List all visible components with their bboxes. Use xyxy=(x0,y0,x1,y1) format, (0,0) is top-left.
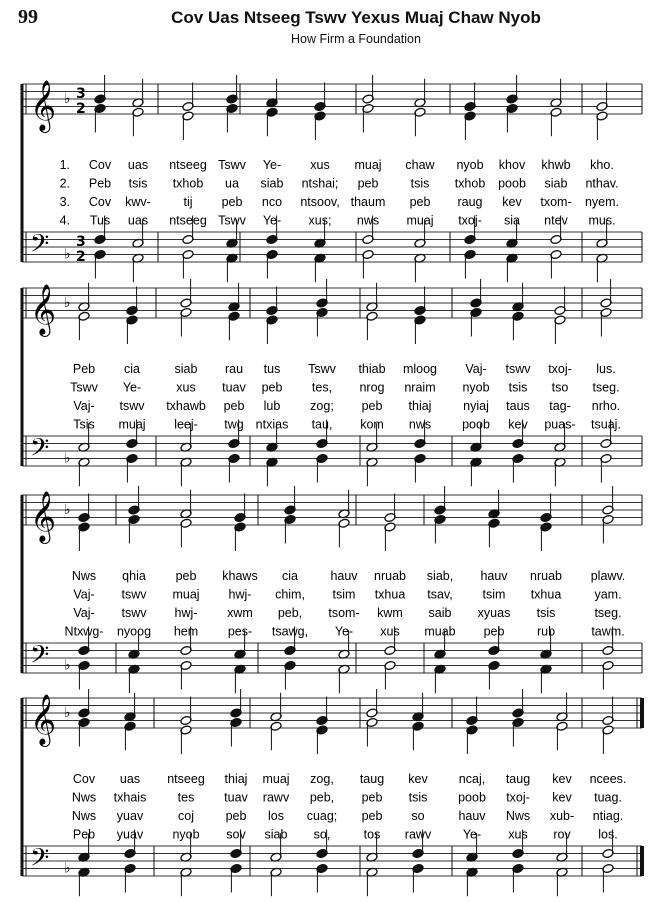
bass-clef: 𝄢 xyxy=(30,433,50,469)
lyric-syllable: plawv. xyxy=(590,569,626,583)
lyric-syllable: txoj- xyxy=(458,213,482,228)
lyric-syllable: tsis xyxy=(508,380,528,395)
lyric-syllable: tuav xyxy=(224,790,248,805)
lyric-syllable: nruab xyxy=(374,569,406,583)
lyric-syllable: rawv xyxy=(404,827,432,842)
verse-number: 3. xyxy=(59,195,70,209)
lyric-syllable: zog; xyxy=(310,399,334,413)
lyric-syllable: cia xyxy=(124,362,140,376)
treble-clef: 𝄞 xyxy=(30,694,57,745)
lyric-syllable: Ye- xyxy=(462,827,482,842)
lyric-syllable: Vaj- xyxy=(73,606,95,620)
lyric-syllable: yuav xyxy=(116,827,144,842)
lyric-syllable: rawv xyxy=(262,790,290,805)
lyric-syllable: muab xyxy=(424,624,456,639)
treble-time-signature-bottom: 2 xyxy=(76,101,86,117)
key-signature-flat: ♭ xyxy=(64,705,71,721)
lyric-syllable: tswv xyxy=(505,362,531,376)
lyric-syllable: peb xyxy=(357,176,379,191)
lyric-syllable: tes, xyxy=(311,380,333,395)
lyric-syllable: Tsis xyxy=(73,417,95,432)
lyric-syllable: tus xyxy=(263,362,281,376)
lyric-syllable: khwb xyxy=(541,158,571,172)
lyric-syllable: tsis xyxy=(536,606,556,620)
lyric-syllable: rub xyxy=(536,624,556,639)
lyric-syllable: tsim xyxy=(482,587,506,602)
treble-clef: 𝄞 xyxy=(30,491,57,542)
lyric-syllable: tsawg, xyxy=(271,624,309,639)
lyric-syllable: peb xyxy=(361,809,383,823)
lyric-syllable: Peb xyxy=(72,827,96,842)
lyric-syllable: yuav xyxy=(116,809,144,823)
lyric-syllable: Tswv xyxy=(70,380,98,395)
lyric-syllable: so xyxy=(411,809,425,823)
lyric-syllable: tsom- xyxy=(328,606,360,620)
lyric-syllable: peb xyxy=(483,624,505,639)
lyric-syllable: Nws xyxy=(71,569,97,583)
lyric-syllable: cia xyxy=(282,569,298,583)
lyric-syllable: tuag. xyxy=(594,790,622,805)
lyric-syllable: nthav. xyxy=(585,176,619,191)
lyric-syllable: kho. xyxy=(590,158,614,172)
lyric-syllable: ncees. xyxy=(589,772,627,786)
lyric-syllable: siab xyxy=(260,176,284,191)
lyric-syllable: peb, xyxy=(277,606,303,620)
lyric-syllable: kev xyxy=(552,790,572,805)
verse-number: 4. xyxy=(59,213,70,228)
lyric-syllable: nws xyxy=(408,417,432,432)
lyric-syllable: rov xyxy=(553,827,571,842)
lyric-syllable: kom xyxy=(360,417,384,432)
lyric-syllable: Cov xyxy=(88,195,112,209)
lyric-syllable: kev xyxy=(502,195,522,209)
lyric-syllable: muaj xyxy=(354,158,382,172)
lyric-syllable: thiab xyxy=(358,362,386,376)
lyric-syllable: ntseeg xyxy=(167,772,205,786)
lyric-syllable: khaws xyxy=(222,569,258,583)
lyric-syllable: poob xyxy=(462,417,490,432)
hymn-title: Cov Uas Ntseeg Tswv Yexus Muaj Chaw Nyob xyxy=(171,8,541,27)
lyric-syllable: poob xyxy=(458,790,486,805)
key-signature-flat: ♭ xyxy=(64,657,71,674)
lyric-syllable: ntsoov, xyxy=(300,195,340,209)
lyric-syllable: cuag; xyxy=(306,809,338,823)
lyric-syllable: chaw xyxy=(405,158,435,172)
lyric-syllable: hwj- xyxy=(228,587,252,602)
lyric-syllable: hauv xyxy=(480,569,508,583)
lyric-syllable: thiaj xyxy=(224,772,248,786)
lyric-syllable: kev xyxy=(552,772,572,786)
lyric-syllable: Nws xyxy=(71,809,97,823)
lyric-syllable: tswv xyxy=(119,399,145,413)
lyric-syllable: tsis xyxy=(408,790,428,805)
lyric-syllable: hwj- xyxy=(174,606,198,620)
lyric-syllable: poob xyxy=(498,176,526,191)
key-signature-flat: ♭ xyxy=(64,91,71,107)
lyric-syllable: Tswv xyxy=(308,362,336,376)
lyric-syllable: peb xyxy=(361,399,383,413)
lyric-syllable: siab xyxy=(174,362,198,376)
lyric-syllable: Peb xyxy=(72,362,96,376)
lyric-syllable: ncaj, xyxy=(458,772,486,786)
verse-number: 1. xyxy=(59,158,70,172)
lyric-syllable: tsuaj. xyxy=(591,417,621,432)
lyric-syllable: tos xyxy=(363,827,381,842)
lyric-syllable: Cov xyxy=(88,158,112,172)
lyric-syllable: ntev xyxy=(544,213,568,228)
lyric-syllable: hauv xyxy=(330,569,358,583)
lyric-syllable: nyem. xyxy=(584,195,620,209)
lyric-syllable: tso xyxy=(551,380,569,395)
lyric-syllable: kwm xyxy=(377,606,403,620)
lyric-syllable: txhua xyxy=(374,587,406,602)
key-signature-flat: ♭ xyxy=(64,502,71,518)
lyric-syllable: tsis xyxy=(128,176,148,191)
lyric-syllable: hem xyxy=(173,624,199,639)
lyric-syllable: uas xyxy=(127,213,149,228)
lyric-syllable: xyuas xyxy=(477,606,511,620)
lyric-syllable: txhua xyxy=(530,587,562,602)
lyric-syllable: coj xyxy=(178,809,194,823)
lyric-syllable: Tswv xyxy=(218,158,246,172)
lyric-syllable: peb xyxy=(225,809,247,823)
lyric-syllable: Vaj- xyxy=(73,587,95,602)
lyric-syllable: saib xyxy=(428,606,452,620)
lyric-syllable: thiaj xyxy=(408,399,432,413)
lyric-syllable: txhawb xyxy=(166,399,206,413)
lyric-syllable: taug xyxy=(505,772,531,786)
lyric-syllable: txoj- xyxy=(506,790,530,805)
lyric-syllable: Nws xyxy=(505,809,531,823)
lyric-syllable: xus xyxy=(508,827,528,842)
lyric-syllable: kwv- xyxy=(125,195,151,209)
lyric-syllable: muaj xyxy=(262,772,290,786)
lyric-syllable: twg xyxy=(224,417,244,432)
lyric-syllable: Vaj- xyxy=(465,362,487,376)
lyric-syllable: tau, xyxy=(311,417,333,432)
lyric-syllable: pes- xyxy=(227,624,253,639)
lyric-syllable: txhais xyxy=(113,790,147,805)
lyric-syllable: nrog xyxy=(359,380,385,395)
lyric-syllable: ntseeg xyxy=(169,213,207,228)
lyric-syllable: tag- xyxy=(549,399,571,413)
lyric-syllable: nws xyxy=(356,213,380,228)
lyric-syllable: so, xyxy=(313,827,331,842)
lyric-syllable: taug xyxy=(359,772,385,786)
lyric-syllable: muaj xyxy=(118,417,146,432)
lyric-syllable: peb xyxy=(221,195,243,209)
lyric-syllable: txhob xyxy=(454,176,486,191)
lyric-syllable: nyob xyxy=(172,827,200,842)
lyric-syllable: puas- xyxy=(544,417,576,432)
bass-time-signature-bottom: 2 xyxy=(76,249,86,265)
key-signature-flat: ♭ xyxy=(64,246,71,263)
lyric-syllable: xus xyxy=(380,624,400,639)
lyric-syllable: los xyxy=(268,809,284,823)
lyric-syllable: kev xyxy=(508,417,528,432)
lyric-syllable: Ye- xyxy=(262,213,282,228)
lyric-syllable: chim, xyxy=(275,587,305,602)
lyric-syllable: qhia xyxy=(122,569,146,583)
lyric-syllable: Tus xyxy=(89,213,111,228)
bass-time-signature-top: 3 xyxy=(76,234,86,250)
lyric-syllable: tsis xyxy=(410,176,430,191)
lyric-syllable: nruab xyxy=(530,569,562,583)
lyric-syllable: muaj xyxy=(172,587,200,602)
lyric-syllable: peb xyxy=(175,569,197,583)
lyric-syllable: txom- xyxy=(540,195,572,209)
lyric-syllable: nyob xyxy=(456,158,484,172)
lyric-syllable: Peb xyxy=(88,176,112,191)
lyric-syllable: kev xyxy=(408,772,428,786)
lyric-syllable: ntiag. xyxy=(592,809,624,823)
hymn-number: 99 xyxy=(18,6,38,28)
lyric-syllable: peb, xyxy=(309,790,335,805)
lyric-syllable: tes xyxy=(177,790,195,805)
lyric-syllable: raug xyxy=(457,195,483,209)
lyric-syllable: lus. xyxy=(596,362,616,376)
lyric-syllable: siab xyxy=(264,827,288,842)
lyric-syllable: tuav xyxy=(222,380,246,395)
lyric-syllable: uas xyxy=(127,158,149,172)
lyric-syllable: siab xyxy=(544,176,568,191)
lyric-syllable: sov xyxy=(226,827,246,842)
lyric-syllable: Nws xyxy=(71,790,97,805)
hymn-subtitle: How Firm a Foundation xyxy=(291,32,421,46)
lyric-syllable: sia xyxy=(504,213,520,228)
bass-clef: 𝄢 xyxy=(30,843,50,879)
lyric-syllable: Ye- xyxy=(334,624,354,639)
lyric-syllable: nraim xyxy=(404,380,436,395)
lyric-syllable: ntxias xyxy=(255,417,289,432)
lyric-syllable: ntseeg xyxy=(169,158,207,172)
lyric-syllable: tawm. xyxy=(591,624,625,639)
lyric-syllable: muaj xyxy=(406,213,434,228)
lyric-syllable: peb xyxy=(361,790,383,805)
lyric-syllable: nyoog xyxy=(116,624,152,639)
treble-time-signature-top: 3 xyxy=(76,86,86,102)
lyric-syllable: Cov xyxy=(72,772,96,786)
lyric-syllable: yam. xyxy=(594,587,622,602)
lyric-syllable: lub xyxy=(263,399,281,413)
lyric-syllable: zog, xyxy=(310,772,334,786)
lyric-syllable: peb xyxy=(261,380,283,395)
lyric-syllable: Ye- xyxy=(262,158,282,172)
lyric-syllable: nrho. xyxy=(591,399,621,413)
treble-clef: 𝄞 xyxy=(30,80,57,131)
lyric-syllable: xus; xyxy=(308,213,332,228)
treble-clef: 𝄞 xyxy=(30,284,57,335)
key-signature-flat: ♭ xyxy=(64,450,71,467)
lyric-syllable: tij xyxy=(183,195,193,209)
lyric-syllable: tswv xyxy=(121,587,147,602)
lyric-syllable: nyiaj xyxy=(463,399,489,413)
lyric-syllable: tseg. xyxy=(594,606,622,620)
bass-clef: 𝄢 xyxy=(30,229,50,265)
lyric-syllable: taus xyxy=(506,399,530,413)
lyric-syllable: Ye- xyxy=(122,380,142,395)
lyric-syllable: txoj- xyxy=(548,362,572,376)
lyric-syllable: tsav, xyxy=(427,587,453,602)
lyric-syllable: siab, xyxy=(426,569,454,583)
lyric-syllable: thaum xyxy=(350,195,386,209)
lyric-syllable: Ntxwg- xyxy=(64,624,104,639)
lyric-syllable: txhob xyxy=(172,176,204,191)
lyric-syllable: hauv xyxy=(458,809,486,823)
lyric-syllable: ntshai; xyxy=(301,176,339,191)
lyric-syllable: los. xyxy=(598,827,618,842)
lyric-syllable: xub- xyxy=(549,809,575,823)
lyric-syllable: tseg. xyxy=(592,380,620,395)
lyric-syllable: xus xyxy=(176,380,196,395)
lyric-syllable: mus. xyxy=(588,213,616,228)
lyric-syllable: nco xyxy=(261,195,283,209)
lyric-syllable: peb xyxy=(223,399,245,413)
lyric-syllable: xwm xyxy=(227,606,253,620)
lyric-syllable: tsim xyxy=(332,587,356,602)
lyric-syllable: xus xyxy=(310,158,330,172)
verse-number: 2. xyxy=(59,176,70,191)
lyric-syllable: rau xyxy=(224,362,244,376)
key-signature-flat: ♭ xyxy=(64,860,71,877)
lyric-syllable: khov xyxy=(498,158,526,172)
lyric-syllable: ua xyxy=(225,176,239,191)
bass-clef: 𝄢 xyxy=(30,640,50,676)
lyric-syllable: Tswv xyxy=(218,213,246,228)
lyric-syllable: nyob xyxy=(462,380,490,395)
lyric-syllable: mloog xyxy=(402,362,438,376)
key-signature-flat: ♭ xyxy=(64,295,71,311)
lyric-syllable: tswv xyxy=(121,606,147,620)
lyric-syllable: leej- xyxy=(174,417,198,432)
lyric-syllable: uas xyxy=(119,772,141,786)
lyric-syllable: peb xyxy=(409,195,431,209)
lyric-syllable: Vaj- xyxy=(73,399,95,413)
